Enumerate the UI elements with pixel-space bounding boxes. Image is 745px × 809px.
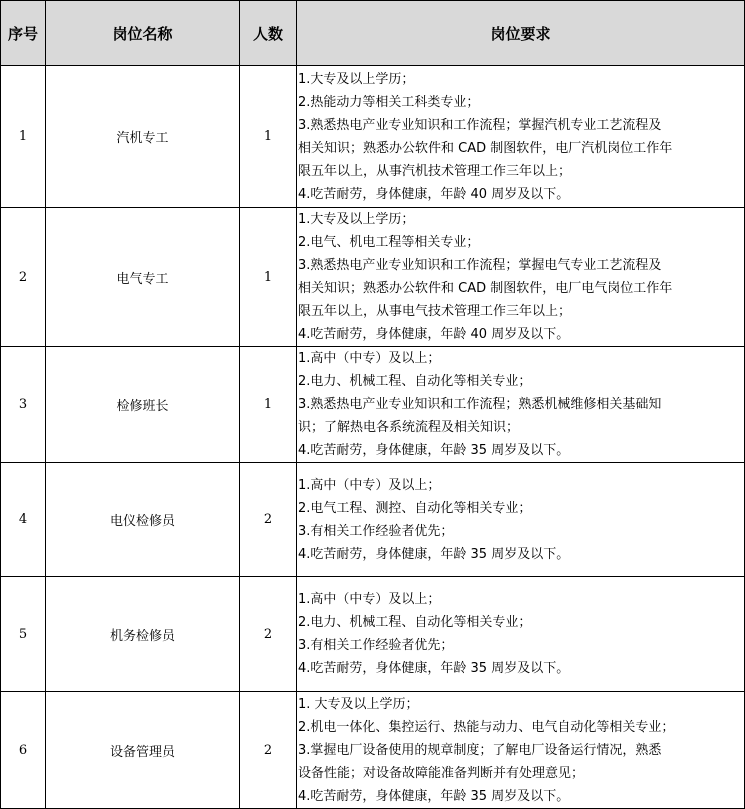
table-row (1, 463, 745, 577)
row-title: 电气专工 (46, 208, 240, 347)
row-count: 2 (240, 692, 297, 809)
table-row (1, 692, 745, 809)
row-title: 电仪检修员 (46, 463, 240, 577)
requirement-line: 3.熟悉热电产业专业知识和工作流程；熟悉机械维修相关基础知 (298, 397, 662, 412)
requirement-line: 2.热能动力等相关工科类专业； (298, 94, 480, 110)
table-row (1, 208, 745, 347)
requirement-line: 相关知识；熟悉办公软件和 CAD 制图软件，电厂汽机岗位工作年 (298, 140, 673, 156)
row-requirements (297, 66, 745, 208)
requirement-line: 设备性能；对设备故障能准备判断并有处理意见； (298, 765, 585, 781)
requirement-line: 限五年以上，从事电气技术管理工作三年以上； (298, 304, 572, 319)
requirement-line: 4.吃苦耐劳，身体健康，年龄 35 周岁及以下。 (298, 546, 570, 562)
requirement-line: 3.有相关工作经验者优先； (298, 523, 454, 539)
table-row (1, 577, 745, 692)
requirement-line: 2.电气、机电工程等相关专业； (298, 235, 480, 250)
requirement-line: 1.高中（中专）及以上； (298, 477, 441, 493)
row-requirements (297, 692, 745, 809)
requirement-line: 4.吃苦耐劳，身体健康，年龄 40 周岁及以下。 (298, 186, 570, 202)
row-index: 6 (1, 692, 46, 809)
header-row (1, 1, 745, 66)
row-title: 设备管理员 (46, 692, 240, 809)
row-count: 2 (240, 463, 297, 577)
requirement-line: 限五年以上，从事汽机技术管理工作三年以上； (298, 163, 572, 179)
header-count: 人数 (240, 1, 297, 66)
requirement-line: 1.大专及以上学历； (298, 71, 415, 87)
requirement-line: 4.吃苦耐劳，身体健康，年龄 35 周岁及以下。 (298, 443, 570, 458)
header-title: 岗位名称 (46, 1, 240, 66)
row-title: 检修班长 (46, 347, 240, 463)
row-requirements (297, 208, 745, 347)
table-row (1, 66, 745, 208)
requirement-line: 识；了解热电各系统流程及相关知识； (298, 420, 520, 435)
header-requirements: 岗位要求 (297, 1, 745, 66)
requirement-line: 2.电力、机械工程、自动化等相关专业； (298, 374, 532, 389)
row-requirements (297, 347, 745, 463)
requirement-line: 相关知识；熟悉办公软件和 CAD 制图软件，电厂电气岗位工作年 (298, 281, 673, 296)
requirement-line: 3.掌握电厂设备使用的规章制度；了解电厂设备运行情况，熟悉 (298, 742, 662, 758)
requirement-line: 2.电气工程、测控、自动化等相关专业； (298, 500, 532, 516)
requirement-line: 3.熟悉热电产业专业知识和工作流程；掌握汽机专业工艺流程及 (298, 117, 662, 133)
table-row (1, 347, 745, 463)
row-requirements (297, 577, 745, 692)
row-index: 4 (1, 463, 46, 577)
requirement-line: 2.机电一体化、集控运行、热能与动力、电气自动化等相关专业； (298, 719, 675, 735)
row-count: 1 (240, 66, 297, 208)
requirement-line: 4.吃苦耐劳，身体健康，年龄 35 周岁及以下。 (298, 788, 570, 804)
row-title: 机务检修员 (46, 577, 240, 692)
row-index: 3 (1, 347, 46, 463)
row-index: 1 (1, 66, 46, 208)
requirement-line: 4.吃苦耐劳，身体健康，年龄 35 周岁及以下。 (298, 661, 570, 676)
requirement-line: 3.有相关工作经验者优先； (298, 638, 454, 653)
requirement-line: 1.高中（中专）及以上； (298, 351, 441, 366)
row-count: 1 (240, 208, 297, 347)
row-requirements (297, 463, 745, 577)
header-index: 序号 (1, 1, 46, 66)
requirement-line: 1.大专及以上学历； (298, 212, 415, 227)
requirement-line: 3.熟悉热电产业专业知识和工作流程；掌握电气专业工艺流程及 (298, 258, 662, 273)
row-count: 1 (240, 347, 297, 463)
requirement-line: 4.吃苦耐劳，身体健康，年龄 40 周岁及以下。 (298, 327, 570, 342)
requirement-line: 1. 大专及以上学历； (298, 696, 419, 712)
requirement-line: 2.电力、机械工程、自动化等相关专业； (298, 615, 532, 630)
row-title: 汽机专工 (46, 66, 240, 208)
row-count: 2 (240, 577, 297, 692)
row-index: 5 (1, 577, 46, 692)
requirement-line: 1.高中（中专）及以上； (298, 592, 441, 607)
row-index: 2 (1, 208, 46, 347)
